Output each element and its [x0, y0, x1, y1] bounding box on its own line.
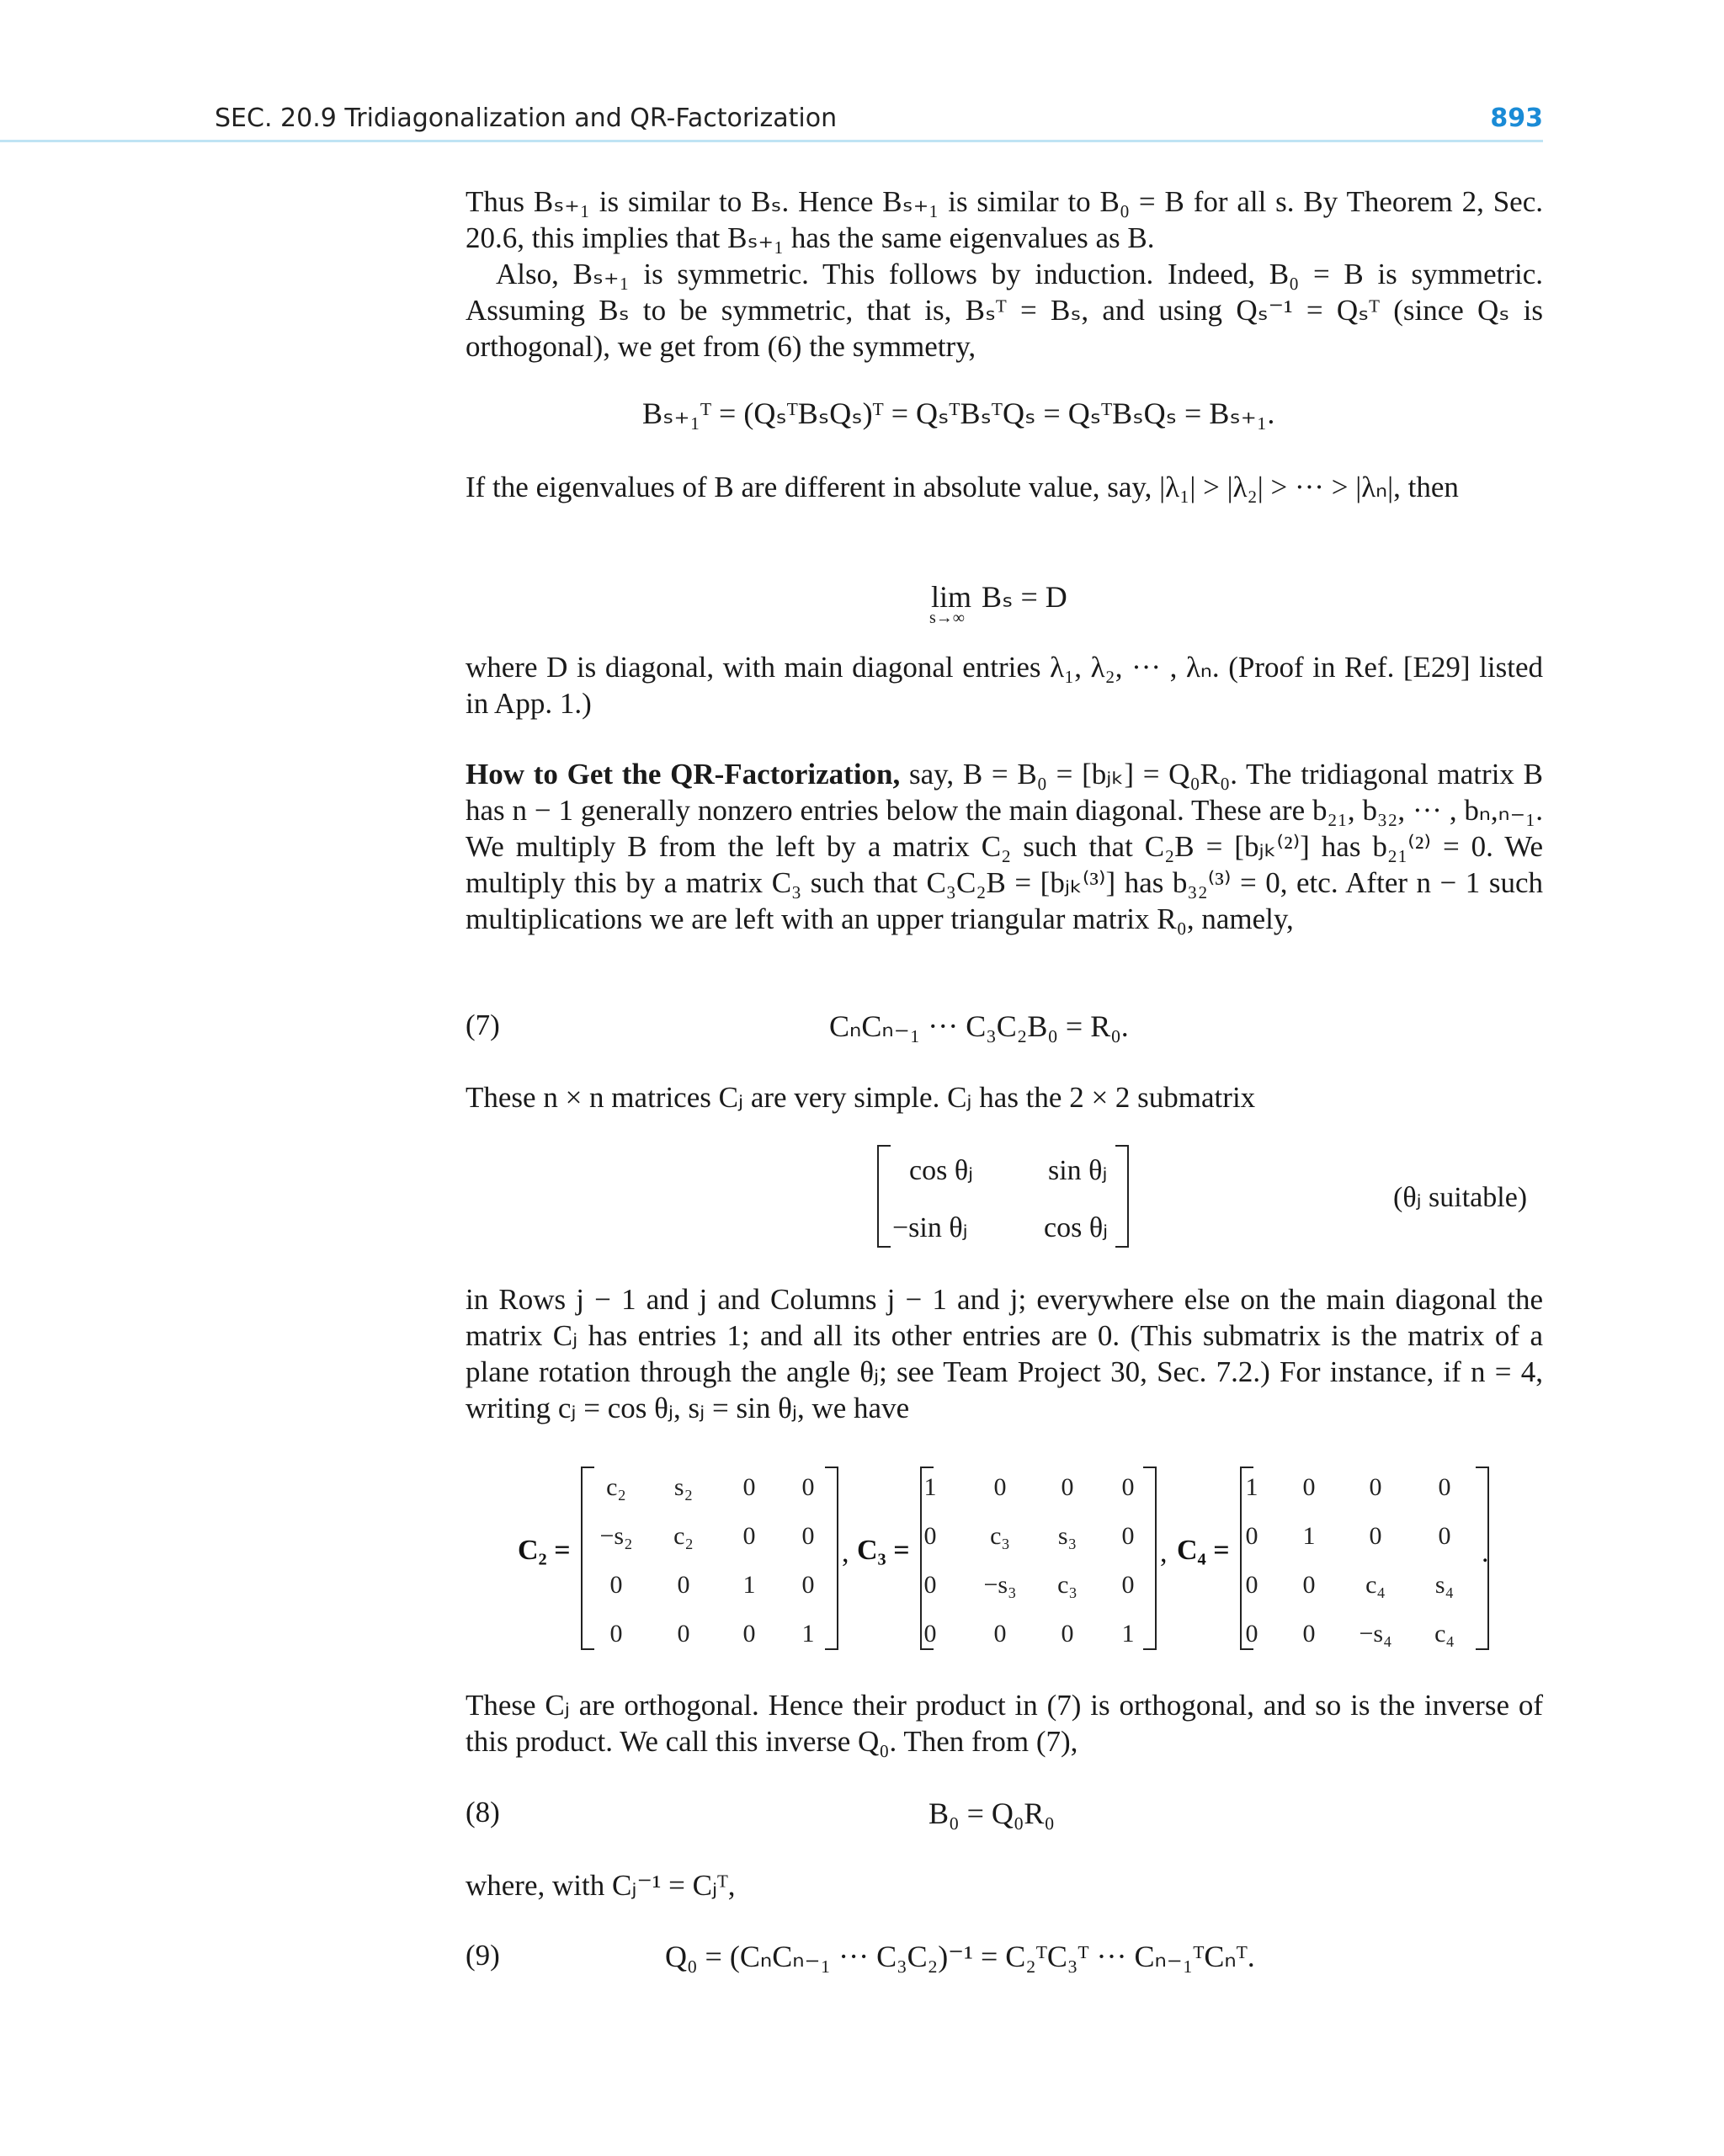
limit-subscript: s→∞ [929, 609, 966, 627]
submatrix-right-bracket [1115, 1145, 1129, 1248]
matrix-cell: 0 [1302, 1620, 1316, 1648]
eq9-number: (9) [466, 1939, 500, 1972]
matrix-cell: c₄ [1434, 1620, 1455, 1648]
header-rule [0, 140, 1543, 142]
submatrix-cell: cos θⱼ [1044, 1212, 1109, 1243]
matrix-label: C₃ = [857, 1535, 910, 1566]
matrix-cell: s₂ [673, 1473, 694, 1501]
matrix-cell: 0 [742, 1522, 756, 1550]
paragraph-5 [466, 756, 1543, 937]
matrix-cell: 0 [923, 1571, 937, 1599]
matrix-cell: −s₃ [983, 1571, 1017, 1599]
matrix-label: C₂ = [518, 1535, 571, 1566]
paragraph-6: These n × n matrices Cⱼ are very simple. Cⱼ has the 2 × 2 submatrix [466, 1081, 1256, 1114]
eq8-number: (8) [466, 1796, 500, 1829]
submatrix-cell: cos θⱼ [909, 1155, 974, 1186]
matrix-cell: 0 [1121, 1473, 1135, 1501]
matrix-cell: 0 [993, 1473, 1007, 1501]
matrix-cell: 0 [1245, 1522, 1258, 1550]
matrix-cell: 0 [993, 1620, 1007, 1648]
paragraph-8: These Cⱼ are orthogonal. Hence their product in (7) is orthogonal, and so is the inverse of this product. We call this inverse Q₀. Then from (7), [466, 1689, 1543, 1758]
matrix-cell: c₂ [606, 1473, 626, 1501]
matrix-cell: 1 [1302, 1522, 1316, 1550]
paragraph-5-heading: How to Get the QR-Factorization, [466, 758, 901, 791]
paragraph-7: in Rows j − 1 and j and Columns j − 1 and j; everywhere else on the main diagonal the matrix Cⱼ has entries 1; and all its other entries are 0. (This submatrix is the matrix of a plane rotation through the angle θⱼ; see Team Project 30, Sec. 7.2.) For instance, if n = 4, writing cⱼ = cos θⱼ, sⱼ = sin θⱼ, we have [466, 1283, 1543, 1424]
matrix-cell: 0 [609, 1571, 623, 1599]
matrix-cell: s₃ [1057, 1522, 1078, 1550]
submatrix-note: (θⱼ suitable) [1393, 1182, 1528, 1213]
submatrix-cell: sin θⱼ [1048, 1155, 1108, 1186]
matrix-cell: 1 [1121, 1620, 1135, 1648]
matrix-cell: 0 [1121, 1522, 1135, 1550]
paragraph-3: If the eigenvalues of B are different in absolute value, say, |λ₁| > |λ₂| > ··· > |λₙ|, then [466, 471, 1459, 503]
matrix-cell: c₃ [1057, 1571, 1078, 1599]
matrix-cell: 0 [742, 1473, 756, 1501]
matrix-cell: 0 [1302, 1571, 1316, 1599]
matrix-cell: 0 [923, 1522, 937, 1550]
matrix-cell: 0 [1061, 1620, 1074, 1648]
matrix-cell: c₃ [990, 1522, 1010, 1550]
matrix-cell: 0 [1245, 1620, 1258, 1648]
eq9: Q₀ = (CₙCₙ₋₁ ··· C₃C₂)⁻¹ = C₂ᵀC₃ᵀ ··· Cₙ₋₁ᵀCₙᵀ. [665, 1940, 1255, 1973]
matrix-cell: c₂ [673, 1522, 694, 1550]
matrix-cell: 0 [609, 1620, 623, 1648]
matrix-label: C₄ = [1177, 1535, 1230, 1566]
section-title: SEC. 20.9 Tridiagonalization and QR-Factorization [215, 104, 838, 133]
matrix-cell: 0 [1438, 1522, 1451, 1550]
matrix-cell: 0 [801, 1522, 815, 1550]
eq8: B₀ = Q₀R₀ [929, 1797, 1055, 1830]
matrix-separator: , [1160, 1537, 1168, 1568]
eq7-number: (7) [466, 1009, 500, 1041]
limit-rhs: Bₛ = D [982, 580, 1067, 614]
paragraph-2: Also, Bₛ₊₁ is symmetric. This follows by induction. Indeed, B₀ = B is symmetric. Assuming Bₛ to be symmetric, that is, Bₛᵀ = Bₛ, and using Qₛ⁻¹ = Qₛᵀ (since Qₛ is orthogonal), we get from (6) the symmetry, [466, 258, 1543, 363]
matrix-cell: 0 [677, 1620, 690, 1648]
matrix-cell: 1 [801, 1620, 815, 1648]
matrix-cell: −s₄ [1359, 1620, 1392, 1648]
matrix-cell: 0 [1438, 1473, 1451, 1501]
matrix-separator: , [842, 1537, 849, 1568]
matrix-cell: 1 [1245, 1473, 1258, 1501]
matrix-cell: 0 [801, 1571, 815, 1599]
running-header [215, 104, 1543, 137]
submatrix-left-bracket [877, 1145, 891, 1248]
matrix-cell: c₄ [1365, 1571, 1386, 1599]
matrix-cell: 0 [1245, 1571, 1258, 1599]
matrix-cell: 0 [923, 1620, 937, 1648]
paragraph-4: where D is diagonal, with main diagonal entries λ₁, λ₂, ··· , λₙ. (Proof in Ref. [E29] listed in App. 1.) [466, 651, 1543, 720]
eq7: CₙCₙ₋₁ ··· C₃C₂B₀ = R₀. [829, 1009, 1129, 1043]
page-number: 893 [1490, 104, 1543, 133]
matrix-cell: 0 [1121, 1571, 1135, 1599]
paragraph-5-text: say, B = B₀ = [bⱼₖ] = Q₀R₀. The tridiagonal matrix B has n − 1 generally nonzero entries below the main diagonal. These are b₂₁, b₃₂, ··· , bₙ,ₙ₋₁. We multiply B from the left by a matrix C₂ such that C₂B = [bⱼₖ⁽²⁾] has b₂₁⁽²⁾ = 0. We multiply this by a matrix C₃ such that C₃C₂B = [bⱼₖ⁽³⁾] has b₃₂⁽³⁾ = 0, etc. After n − 1 such multiplications we are left with an upper triangular matrix R₀, namely, [466, 758, 1543, 935]
matrix-cell: 0 [742, 1620, 756, 1648]
matrix-cell: 1 [742, 1571, 756, 1599]
symmetry-equation: Bₛ₊₁ᵀ = (QₛᵀBₛQₛ)ᵀ = QₛᵀBₛᵀQₛ = QₛᵀBₛQₛ = Bₛ₊₁. [642, 397, 1275, 430]
paragraph-1: Thus Bₛ₊₁ is similar to Bₛ. Hence Bₛ₊₁ is similar to B₀ = B for all s. By Theorem 2, Sec. 20.6, this implies that Bₛ₊₁ has the same eigenvalues as B. [466, 185, 1543, 254]
matrix-cell: −s₂ [599, 1522, 633, 1550]
matrix-separator: . [1482, 1537, 1489, 1568]
limit-lim: lim [931, 580, 972, 614]
paragraph-9: where, with Cⱼ⁻¹ = Cⱼᵀ, [466, 1869, 736, 1902]
matrix-cell: 0 [801, 1473, 815, 1501]
matrix-cell: 0 [1061, 1473, 1074, 1501]
matrix-cell: 0 [677, 1571, 690, 1599]
matrix-cell: 0 [1302, 1473, 1316, 1501]
matrix-cell: s₄ [1434, 1571, 1455, 1599]
matrix-cell: 0 [1369, 1473, 1382, 1501]
submatrix-cell: −sin θⱼ [892, 1212, 968, 1243]
matrix-cell: 1 [923, 1473, 937, 1501]
matrix-cell: 0 [1369, 1522, 1382, 1550]
